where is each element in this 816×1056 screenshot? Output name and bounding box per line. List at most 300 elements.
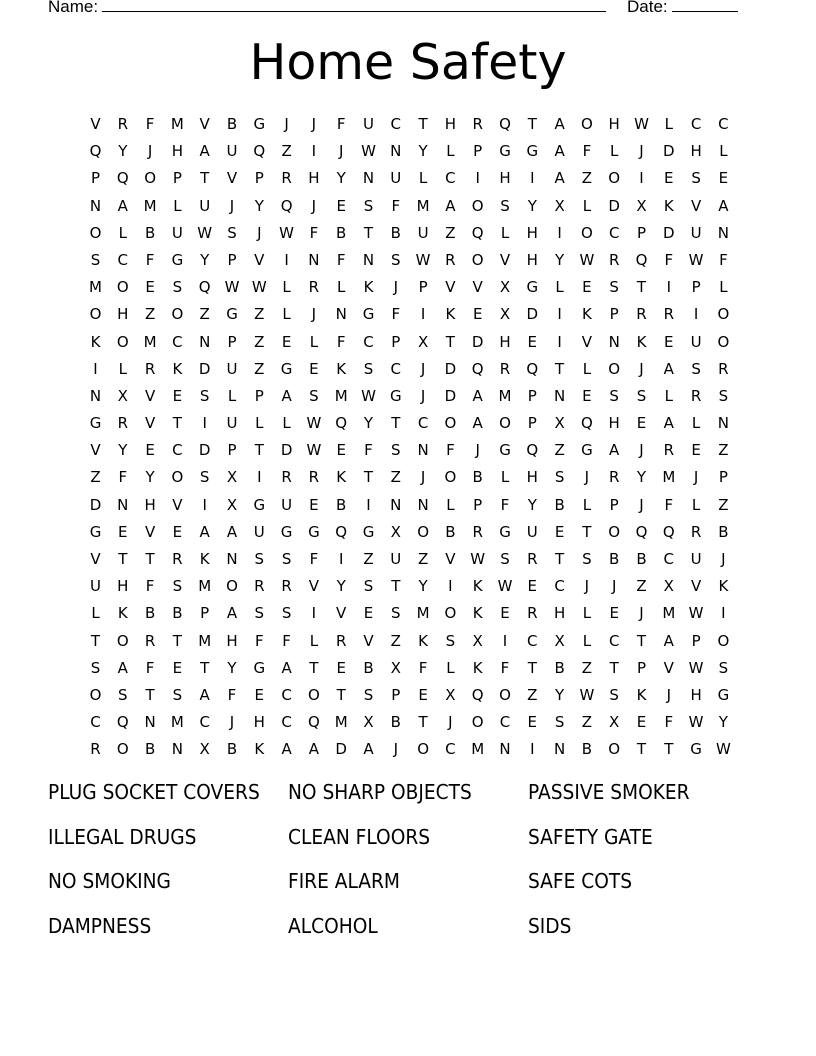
grid-letter[interactable]: H	[117, 305, 129, 324]
grid-letter[interactable]: L	[610, 142, 619, 161]
grid-letter[interactable]: R	[472, 522, 483, 541]
grid-letter[interactable]: E	[527, 713, 538, 732]
grid-letter[interactable]: O	[89, 685, 102, 704]
grid-letter[interactable]: F	[309, 550, 319, 568]
grid-letter[interactable]: X	[499, 278, 511, 297]
grid-letter[interactable]: O	[171, 468, 184, 487]
grid-letter[interactable]: L	[255, 414, 264, 433]
grid-letter[interactable]: O	[116, 278, 129, 297]
grid-letter[interactable]: H	[499, 169, 511, 188]
grid-letter[interactable]: P	[90, 169, 101, 188]
grid-letter[interactable]: C	[445, 169, 456, 188]
grid-letter[interactable]: L	[446, 495, 455, 514]
grid-letter[interactable]: K	[172, 359, 183, 378]
grid-letter[interactable]: D	[280, 441, 293, 460]
grid-letter[interactable]: V	[90, 115, 101, 133]
grid-letter[interactable]: V	[144, 414, 156, 433]
grid-letter[interactable]: I	[448, 577, 453, 596]
grid-letter[interactable]: Y	[254, 196, 264, 215]
grid-letter[interactable]: G	[253, 115, 266, 133]
grid-letter[interactable]: W	[415, 250, 431, 269]
grid-letter[interactable]: D	[198, 359, 211, 378]
grid-letter[interactable]: T	[336, 685, 346, 704]
grid-letter[interactable]: A	[663, 414, 674, 433]
grid-letter[interactable]: J	[284, 115, 289, 133]
grid-letter[interactable]: H	[608, 115, 620, 133]
grid-letter[interactable]: G	[526, 142, 539, 161]
grid-letter[interactable]: G	[89, 522, 102, 541]
grid-letter[interactable]: U	[390, 550, 402, 568]
grid-letter[interactable]: K	[472, 604, 483, 623]
grid-letter[interactable]: I	[475, 169, 480, 188]
grid-letter[interactable]: E	[582, 278, 592, 297]
grid-letter[interactable]: C	[445, 740, 456, 759]
grid-letter[interactable]: T	[527, 658, 537, 677]
grid-letter[interactable]: F	[500, 495, 510, 514]
grid-letter[interactable]: N	[226, 550, 238, 568]
grid-letter[interactable]: C	[554, 577, 565, 596]
grid-letter[interactable]: V	[336, 604, 347, 623]
grid-letter[interactable]: S	[582, 550, 592, 568]
grid-letter[interactable]: E	[336, 441, 346, 460]
grid-letter[interactable]: R	[663, 305, 675, 324]
grid-letter[interactable]: P	[691, 631, 701, 650]
grid-letter[interactable]: P	[227, 250, 237, 269]
grid-letter[interactable]: O	[307, 685, 320, 704]
grid-letter[interactable]: P	[391, 332, 401, 351]
grid-letter[interactable]: E	[609, 604, 619, 623]
grid-letter[interactable]: F	[418, 658, 428, 677]
grid-letter[interactable]: O	[717, 305, 730, 324]
grid-letter[interactable]: X	[472, 631, 483, 650]
grid-letter[interactable]: Q	[116, 713, 129, 732]
grid-letter[interactable]: J	[393, 740, 399, 759]
grid-letter[interactable]: M	[471, 740, 485, 759]
grid-letter[interactable]: S	[691, 169, 701, 188]
grid-letter[interactable]: T	[309, 658, 319, 677]
grid-letter[interactable]: V	[499, 250, 511, 269]
grid-letter[interactable]: K	[363, 278, 374, 297]
grid-letter[interactable]: V	[663, 658, 674, 677]
grid-letter[interactable]: K	[336, 359, 347, 378]
grid-letter[interactable]: P	[527, 386, 537, 405]
grid-letter[interactable]: F	[336, 115, 346, 133]
grid-letter[interactable]: X	[499, 305, 511, 324]
grid-letter[interactable]: F	[118, 468, 128, 487]
grid-letter[interactable]: E	[664, 169, 674, 188]
grid-letter[interactable]: N	[117, 495, 129, 514]
grid-letter[interactable]: A	[554, 169, 565, 188]
grid-letter[interactable]: N	[553, 740, 566, 759]
grid-letter[interactable]: B	[336, 223, 347, 242]
grid-letter[interactable]: E	[500, 604, 510, 623]
grid-letter[interactable]: V	[445, 278, 456, 297]
grid-letter[interactable]: Q	[253, 142, 266, 161]
grid-letter[interactable]: G	[717, 685, 730, 704]
grid-letter[interactable]: F	[145, 658, 155, 677]
grid-letter[interactable]: C	[608, 631, 620, 650]
grid-letter[interactable]: U	[417, 223, 429, 242]
grid-letter[interactable]: U	[171, 223, 183, 242]
grid-letter[interactable]: Y	[527, 196, 537, 215]
grid-letter[interactable]: A	[554, 142, 565, 161]
grid-letter[interactable]: J	[229, 713, 235, 732]
name-blank-line[interactable]	[102, 0, 606, 12]
grid-letter[interactable]: P	[227, 441, 237, 460]
grid-letter[interactable]: B	[445, 522, 456, 541]
grid-letter[interactable]: P	[473, 142, 483, 161]
grid-letter[interactable]: Z	[254, 305, 265, 324]
grid-letter[interactable]: C	[117, 250, 129, 269]
grid-letter[interactable]: K	[718, 577, 729, 596]
grid-letter[interactable]: Z	[281, 142, 292, 161]
grid-letter[interactable]: G	[253, 495, 266, 514]
grid-letter[interactable]: F	[391, 305, 401, 324]
grid-letter[interactable]: L	[500, 468, 510, 487]
grid-letter[interactable]: S	[609, 685, 619, 704]
grid-letter[interactable]: E	[281, 332, 292, 351]
grid-letter[interactable]: J	[311, 196, 317, 215]
grid-letter[interactable]: F	[664, 713, 674, 732]
grid-letter[interactable]: T	[445, 332, 455, 351]
grid-letter[interactable]: M	[662, 604, 676, 623]
grid-letter[interactable]: T	[582, 522, 592, 541]
grid-letter[interactable]: A	[472, 386, 483, 405]
grid-letter[interactable]: X	[363, 713, 374, 732]
grid-letter[interactable]: R	[144, 359, 156, 378]
grid-letter[interactable]: L	[418, 169, 428, 188]
grid-letter[interactable]: P	[609, 495, 619, 514]
grid-letter[interactable]: G	[89, 414, 102, 433]
grid-letter[interactable]: H	[690, 142, 702, 161]
grid-letter[interactable]: Y	[555, 685, 565, 704]
grid-letter[interactable]: L	[555, 278, 564, 297]
grid-letter[interactable]: Y	[145, 468, 155, 487]
grid-letter[interactable]: K	[581, 305, 592, 324]
grid-letter[interactable]: Q	[471, 359, 484, 378]
grid-letter[interactable]: Q	[471, 223, 484, 242]
grid-letter[interactable]: H	[499, 332, 511, 351]
grid-letter[interactable]: I	[557, 332, 562, 351]
grid-letter[interactable]: K	[336, 468, 347, 487]
grid-letter[interactable]: R	[308, 278, 320, 297]
grid-letter[interactable]: L	[309, 631, 319, 650]
grid-letter[interactable]: S	[500, 196, 510, 215]
grid-letter[interactable]: A	[281, 386, 292, 405]
grid-letter[interactable]: T	[200, 658, 210, 677]
grid-letter[interactable]: L	[664, 115, 673, 133]
grid-letter[interactable]: O	[417, 740, 429, 759]
grid-letter[interactable]: R	[527, 550, 538, 568]
grid-letter[interactable]: J	[639, 604, 644, 623]
grid-letter[interactable]: G	[499, 522, 511, 541]
grid-letter[interactable]: S	[609, 278, 619, 297]
grid-letter[interactable]: Y	[118, 441, 128, 460]
grid-letter[interactable]: S	[281, 550, 292, 568]
grid-letter[interactable]: E	[172, 522, 183, 541]
grid-letter[interactable]: P	[636, 223, 647, 242]
grid-letter[interactable]: S	[363, 196, 374, 215]
grid-letter[interactable]: B	[581, 740, 593, 759]
grid-letter[interactable]: F	[282, 631, 291, 650]
grid-letter[interactable]: R	[663, 441, 675, 460]
grid-letter[interactable]: N	[335, 305, 347, 324]
grid-letter[interactable]: Z	[445, 223, 456, 242]
grid-letter[interactable]: R	[335, 631, 347, 650]
grid-letter[interactable]: Y	[718, 713, 728, 732]
grid-letter[interactable]: M	[170, 713, 184, 732]
grid-letter[interactable]: W	[224, 278, 240, 297]
grid-letter[interactable]: M	[198, 631, 212, 650]
grid-letter[interactable]: I	[311, 604, 317, 623]
grid-letter[interactable]: N	[417, 441, 429, 460]
grid-letter[interactable]: X	[663, 577, 674, 596]
grid-letter[interactable]: G	[526, 278, 539, 297]
grid-letter[interactable]: Y	[527, 495, 537, 514]
grid-letter[interactable]: B	[472, 468, 483, 487]
grid-letter[interactable]: D	[335, 740, 347, 759]
grid-letter[interactable]: S	[281, 604, 292, 623]
grid-letter[interactable]: L	[446, 658, 455, 677]
grid-letter[interactable]: R	[117, 414, 129, 433]
grid-letter[interactable]: F	[364, 441, 373, 460]
grid-letter[interactable]: C	[172, 332, 183, 351]
grid-letter[interactable]: M	[198, 577, 212, 596]
grid-letter[interactable]: L	[582, 604, 592, 623]
grid-letter[interactable]: I	[257, 468, 262, 487]
grid-letter[interactable]: P	[636, 658, 647, 677]
grid-letter[interactable]: Q	[662, 522, 675, 541]
grid-letter[interactable]: D	[663, 223, 675, 242]
grid-letter[interactable]: V	[690, 577, 702, 596]
grid-letter[interactable]: O	[444, 604, 457, 623]
grid-letter[interactable]: B	[390, 713, 401, 732]
grid-letter[interactable]: I	[693, 305, 699, 324]
grid-letter[interactable]: S	[90, 250, 101, 269]
grid-letter[interactable]: N	[362, 169, 375, 188]
grid-letter[interactable]: S	[718, 658, 729, 677]
grid-letter[interactable]: W	[579, 250, 595, 269]
date-blank-line[interactable]	[672, 0, 738, 12]
grid-letter[interactable]: X	[117, 386, 128, 405]
grid-letter[interactable]: W	[279, 223, 295, 242]
grid-letter[interactable]: V	[144, 522, 156, 541]
grid-letter[interactable]: U	[526, 522, 538, 541]
grid-letter[interactable]: C	[281, 713, 292, 732]
grid-letter[interactable]: O	[89, 223, 102, 242]
grid-letter[interactable]: Z	[581, 169, 593, 188]
grid-letter[interactable]: E	[582, 386, 592, 405]
grid-letter[interactable]: U	[226, 414, 238, 433]
grid-letter[interactable]: H	[171, 142, 184, 161]
grid-letter[interactable]: E	[172, 386, 183, 405]
grid-letter[interactable]: Y	[227, 658, 237, 677]
grid-letter[interactable]: R	[281, 169, 292, 188]
grid-letter[interactable]: E	[418, 685, 428, 704]
grid-letter[interactable]: V	[199, 115, 210, 133]
grid-letter[interactable]: J	[639, 495, 644, 514]
grid-letter[interactable]: X	[445, 685, 456, 704]
grid-letter[interactable]: O	[717, 631, 730, 650]
grid-letter[interactable]: C	[390, 359, 402, 378]
grid-letter[interactable]: N	[608, 332, 620, 351]
grid-letter[interactable]: R	[690, 386, 702, 405]
grid-letter[interactable]: Z	[390, 631, 401, 650]
grid-letter[interactable]: M	[170, 115, 184, 133]
grid-letter[interactable]: Y	[118, 142, 128, 161]
grid-letter[interactable]: G	[171, 250, 184, 269]
grid-letter[interactable]: Y	[418, 142, 428, 161]
grid-letter[interactable]: A	[363, 740, 374, 759]
grid-letter[interactable]: L	[337, 278, 346, 297]
grid-letter[interactable]: U	[281, 495, 293, 514]
grid-letter[interactable]: T	[172, 631, 182, 650]
grid-letter[interactable]: H	[526, 223, 538, 242]
grid-letter[interactable]: N	[89, 196, 102, 215]
grid-letter[interactable]: S	[172, 685, 183, 704]
grid-letter[interactable]: Q	[307, 713, 320, 732]
grid-letter[interactable]: U	[690, 550, 702, 568]
grid-letter[interactable]: X	[636, 196, 647, 215]
grid-letter[interactable]: G	[362, 522, 375, 541]
grid-letter[interactable]: Y	[555, 250, 565, 269]
grid-letter[interactable]: M	[416, 196, 430, 215]
grid-letter[interactable]: P	[254, 386, 264, 405]
grid-letter[interactable]: K	[636, 685, 647, 704]
grid-letter[interactable]: N	[89, 386, 102, 405]
grid-letter[interactable]: I	[284, 250, 289, 269]
grid-letter[interactable]: M	[416, 604, 430, 623]
grid-letter[interactable]: L	[691, 414, 701, 433]
grid-letter[interactable]: R	[281, 577, 292, 596]
grid-letter[interactable]: J	[420, 386, 426, 405]
grid-letter[interactable]: S	[636, 386, 647, 405]
grid-letter[interactable]: U	[690, 332, 702, 351]
grid-letter[interactable]: E	[472, 305, 483, 324]
grid-letter[interactable]: N	[390, 495, 402, 514]
grid-letter[interactable]: V	[363, 631, 374, 650]
grid-letter[interactable]: C	[281, 685, 292, 704]
grid-letter[interactable]: V	[226, 169, 238, 188]
grid-letter[interactable]: F	[664, 250, 674, 269]
grid-letter[interactable]: Y	[336, 169, 346, 188]
grid-letter[interactable]: V	[472, 278, 483, 297]
grid-letter[interactable]: C	[199, 713, 210, 732]
grid-letter[interactable]: Q	[89, 142, 102, 161]
grid-letter[interactable]: J	[721, 550, 726, 568]
grid-letter[interactable]: P	[200, 604, 210, 623]
grid-letter[interactable]: L	[500, 223, 510, 242]
grid-letter[interactable]: K	[254, 740, 265, 759]
grid-letter[interactable]: L	[582, 631, 592, 650]
grid-letter[interactable]: A	[199, 685, 210, 704]
grid-letter[interactable]: A	[281, 740, 292, 759]
grid-letter[interactable]: Z	[554, 441, 565, 460]
grid-letter[interactable]: R	[527, 604, 538, 623]
grid-letter[interactable]: Z	[636, 577, 647, 596]
grid-letter[interactable]: F	[582, 142, 592, 161]
grid-letter[interactable]: I	[530, 169, 535, 188]
grid-letter[interactable]: W	[634, 115, 649, 133]
grid-letter[interactable]: O	[580, 223, 593, 242]
grid-letter[interactable]: I	[366, 495, 371, 514]
grid-letter[interactable]: T	[555, 359, 565, 378]
grid-letter[interactable]: Z	[390, 468, 401, 487]
grid-letter[interactable]: J	[311, 305, 317, 324]
grid-letter[interactable]: W	[688, 658, 704, 677]
grid-letter[interactable]: E	[336, 658, 346, 677]
grid-letter[interactable]: P	[691, 278, 701, 297]
grid-letter[interactable]: R	[144, 631, 156, 650]
grid-letter[interactable]: O	[116, 332, 129, 351]
grid-letter[interactable]: A	[281, 658, 292, 677]
grid-letter[interactable]: Q	[526, 441, 539, 460]
grid-letter[interactable]: X	[609, 713, 620, 732]
grid-letter[interactable]: F	[145, 250, 155, 269]
grid-letter[interactable]: X	[226, 468, 238, 487]
grid-letter[interactable]: A	[117, 196, 128, 215]
grid-letter[interactable]: W	[197, 223, 213, 242]
grid-letter[interactable]: V	[581, 332, 593, 351]
grid-letter[interactable]: C	[363, 332, 374, 351]
grid-letter[interactable]: B	[144, 740, 156, 759]
grid-letter[interactable]: B	[554, 658, 565, 677]
grid-letter[interactable]: L	[118, 359, 127, 378]
grid-letter[interactable]: C	[499, 713, 511, 732]
grid-letter[interactable]: Z	[581, 713, 593, 732]
grid-letter[interactable]: O	[717, 332, 730, 351]
grid-letter[interactable]: A	[226, 522, 238, 541]
grid-letter[interactable]: T	[172, 414, 182, 433]
grid-letter[interactable]: B	[144, 223, 156, 242]
grid-letter[interactable]: L	[309, 332, 319, 351]
grid-letter[interactable]: O	[608, 740, 621, 759]
grid-letter[interactable]: I	[338, 550, 344, 568]
grid-letter[interactable]: S	[363, 359, 374, 378]
grid-letter[interactable]: G	[253, 658, 266, 677]
grid-letter[interactable]: R	[445, 250, 456, 269]
grid-letter[interactable]: N	[417, 495, 429, 514]
grid-letter[interactable]: G	[280, 359, 293, 378]
grid-letter[interactable]: J	[639, 359, 644, 378]
grid-letter[interactable]: O	[471, 250, 484, 269]
grid-letter[interactable]: L	[173, 196, 182, 215]
grid-letter[interactable]: R	[608, 250, 620, 269]
grid-letter[interactable]: T	[527, 115, 537, 133]
grid-letter[interactable]: Z	[144, 305, 156, 324]
grid-letter[interactable]: W	[306, 414, 322, 433]
grid-letter[interactable]: X	[390, 522, 401, 541]
grid-letter[interactable]: Z	[199, 305, 210, 324]
grid-letter[interactable]: E	[527, 332, 538, 351]
grid-letter[interactable]: Q	[635, 522, 648, 541]
grid-letter[interactable]: W	[361, 142, 376, 161]
grid-letter[interactable]: W	[688, 250, 704, 269]
grid-letter[interactable]: I	[311, 142, 317, 161]
grid-letter[interactable]: U	[253, 522, 265, 541]
grid-letter[interactable]: M	[498, 386, 512, 405]
grid-letter[interactable]: S	[554, 468, 565, 487]
grid-letter[interactable]: N	[362, 250, 375, 269]
grid-letter[interactable]: J	[584, 577, 590, 596]
grid-letter[interactable]: E	[118, 522, 128, 541]
grid-letter[interactable]: O	[116, 740, 129, 759]
grid-letter[interactable]: Y	[636, 468, 647, 487]
grid-letter[interactable]: H	[144, 495, 156, 514]
grid-letter[interactable]: E	[254, 685, 265, 704]
grid-letter[interactable]: E	[145, 441, 155, 460]
grid-letter[interactable]: N	[144, 713, 156, 732]
